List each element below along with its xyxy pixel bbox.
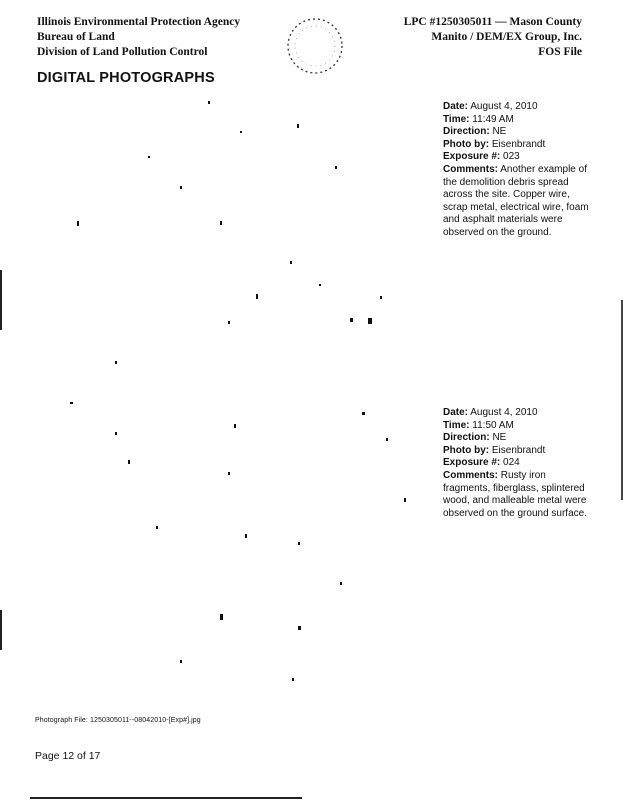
photo-by-label: Photo by: [443,138,490,150]
photographer-row [443,445,593,458]
date-label: Date: [443,101,469,112]
comments-label: Comments: [443,163,499,175]
exposure-row [443,457,593,470]
time-label: Time: [443,419,470,431]
agency-name: Illinois Environmental Protection Agency [37,16,241,28]
agency-header [37,15,240,60]
site-header [404,15,582,60]
exposure-value: 023 [503,151,520,163]
date-row [443,407,593,420]
photo-by-value: Eisenbrandt [491,138,546,150]
direction-row [443,432,593,445]
file-type: FOS File [538,46,582,58]
scan-edge-mark [30,797,302,799]
comments-row [443,164,593,240]
photograph-file-line [35,717,201,724]
direction-label: Direction: [443,432,490,444]
date-label: Date: [443,407,469,418]
comments-row [443,470,593,520]
date-row [443,101,593,114]
site-owner: Manito / DEM/EX Group, Inc. [431,31,582,43]
date-value: August 4, 2010 [470,101,538,112]
direction-value: NE [492,126,507,138]
lpc-number: LPC #1250305011 — Mason County [403,16,582,28]
date-value: August 4, 2010 [470,407,538,418]
bureau-name: Bureau of Land [37,31,115,43]
exposure-label: Exposure #: [443,151,501,163]
photograph-1 [60,96,420,386]
photo-2-details [443,407,593,520]
comments-text: Rusty iron fragments, fiberglass, splintered wood, and malleable metal were observed on the ground surface. [443,469,587,519]
scan-edge-mark [0,270,2,330]
time-row [443,114,593,127]
time-value: 11:50 AM [472,419,514,431]
photo-by-label: Photo by: [443,444,490,456]
photo-by-value: Eisenbrandt [491,444,546,456]
time-row [443,420,593,433]
exposure-row [443,151,593,164]
photographer-row [443,139,593,152]
comments-text: Another example of the demolition debris spread across the site. Copper wire, scrap metal, electrical wire, foam and asphalt materials were observed on the ground. [443,163,589,238]
photograph-2 [60,402,420,702]
direction-label: Direction: [443,126,490,138]
time-label: Time: [443,113,470,125]
direction-row [443,126,593,139]
page-title: DIGITAL PHOTOGRAPHS [37,70,215,86]
agency-seal-icon [283,14,347,78]
scan-edge-mark [0,610,2,650]
direction-value: NE [492,432,507,444]
photo-1-details [443,101,593,240]
division-name: Division of Land Pollution Control [37,46,208,58]
exposure-value: 024 [503,457,520,469]
exposure-label: Exposure #: [443,457,501,469]
page-number: Page 12 of 17 [35,750,101,762]
file-name: 1250305011--08042010-[Exp#].jpg [90,717,201,724]
time-value: 11:49 AM [472,113,514,125]
file-label: Photograph File: [35,717,88,724]
comments-label: Comments: [443,469,499,481]
